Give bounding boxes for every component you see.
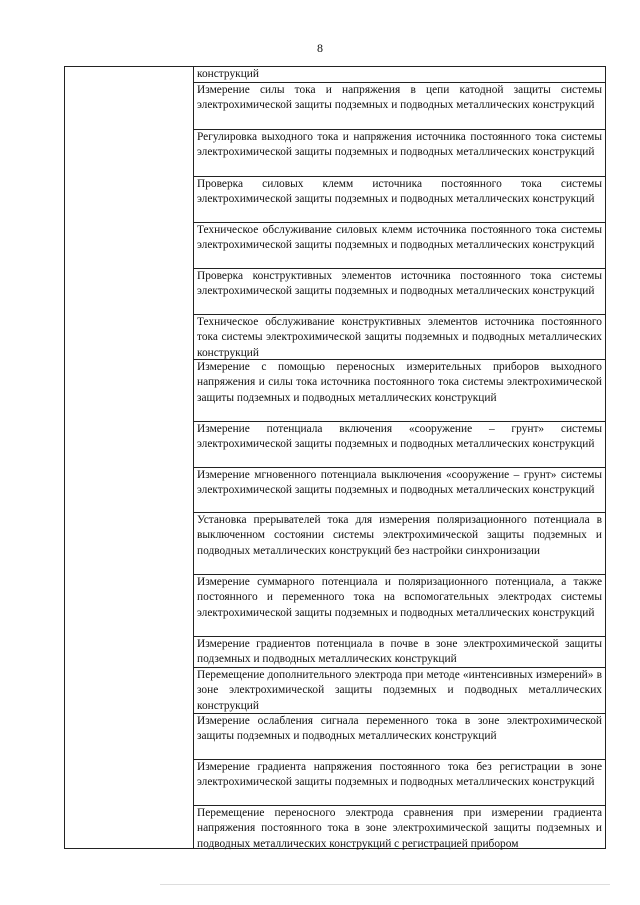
table-row bbox=[194, 360, 605, 422]
document-table bbox=[64, 66, 606, 849]
table-row bbox=[194, 177, 605, 223]
row-text: Измерение мгновенного потенциала выключения «сооружение – грунт» системы электрохимической защиты подземных и подводных металлических конструкций bbox=[197, 469, 602, 497]
row-text: Техническое обслуживание силовых клемм источника постоянного тока системы электрохимической защиты подземных и подводных металлических конструкций bbox=[197, 224, 602, 252]
row-text: Измерение с помощью переносных измерительных приборов выходного напряжения и силы тока источника постоянного тока системы электрохимической защиты подземных и подводных металлических конструкций bbox=[197, 361, 602, 404]
row-text: Проверка конструктивных элементов источника постоянного тока системы электрохимической защиты подземных и подводных металлических конструкций bbox=[197, 270, 602, 298]
table-row bbox=[194, 513, 605, 575]
row-text: Перемещение дополнительного электрода при методе «интенсивных измерений» в зоне электрохимической защиты подземных и подводных металлических конструкций bbox=[197, 669, 602, 712]
scan-edge-line bbox=[160, 884, 610, 885]
row-text: Измерение ослабления сигнала переменного тока в зоне электрохимической защиты подземных и подводных металлических конструкций bbox=[197, 715, 602, 743]
page-number: 8 bbox=[317, 41, 323, 55]
table-row bbox=[194, 422, 605, 468]
table-row bbox=[194, 223, 605, 269]
row-text: Измерение градиента напряжения постоянного тока без регистрации в зоне электрохимической защиты подземных и подводных металлических конструкций bbox=[197, 761, 602, 789]
row-text: Измерение силы тока и напряжения в цепи катодной защиты системы электрохимической защиты подземных и подводных металлических конструкций bbox=[197, 84, 602, 112]
row-text: Регулировка выходного тока и напряжения источника постоянного тока системы электрохимической защиты подземных и подводных металлических конструкций bbox=[197, 131, 602, 159]
table-row bbox=[194, 130, 605, 177]
table-row bbox=[194, 668, 605, 714]
table-row bbox=[194, 575, 605, 637]
table-row bbox=[194, 714, 605, 760]
table-row bbox=[194, 806, 605, 869]
row-text: Проверка силовых клемм источника постоянного тока системы электрохимической защиты подземных и подводных металлических конструкций bbox=[197, 178, 602, 206]
right-column bbox=[194, 67, 605, 848]
left-column-cell bbox=[65, 67, 194, 848]
table-row bbox=[194, 468, 605, 513]
row-text: Установка прерывателей тока для измерения поляризационного потенциала в выключенном состоянии системы электрохимической защиты подземных и подводных металлических конструкций без настройки синхронизации bbox=[197, 514, 602, 557]
row-text: Измерение суммарного потенциала и поляризационного потенциала, а также постоянного и переменного тока на вспомогательных электродах системы электрохимической защиты подземных и подводных металлических конструкций bbox=[197, 576, 602, 619]
row-text: Измерение потенциала включения «сооружение – грунт» системы электрохимической защиты подземных и подводных металлических конструкций bbox=[197, 423, 602, 451]
row-text: Перемещение переносного электрода сравнения при измерении градиента напряжения постоянного тока в зоне электрохимической защиты подземных и подводных металлических конструкций с регистрацией прибором bbox=[197, 807, 602, 850]
row-text: Техническое обслуживание конструктивных элементов источника постоянного тока системы электрохимической защиты подземных и подводных металлических конструкций bbox=[197, 316, 602, 359]
table-row bbox=[194, 315, 605, 360]
table-row bbox=[194, 83, 605, 130]
table-row bbox=[194, 637, 605, 668]
table-row bbox=[194, 67, 605, 83]
table-row bbox=[194, 760, 605, 806]
row-text: конструкций bbox=[197, 68, 259, 80]
table-row bbox=[194, 269, 605, 315]
row-text: Измерение градиентов потенциала в почве в зоне электрохимической защиты подземных и подводных металлических конструкций bbox=[197, 638, 602, 666]
